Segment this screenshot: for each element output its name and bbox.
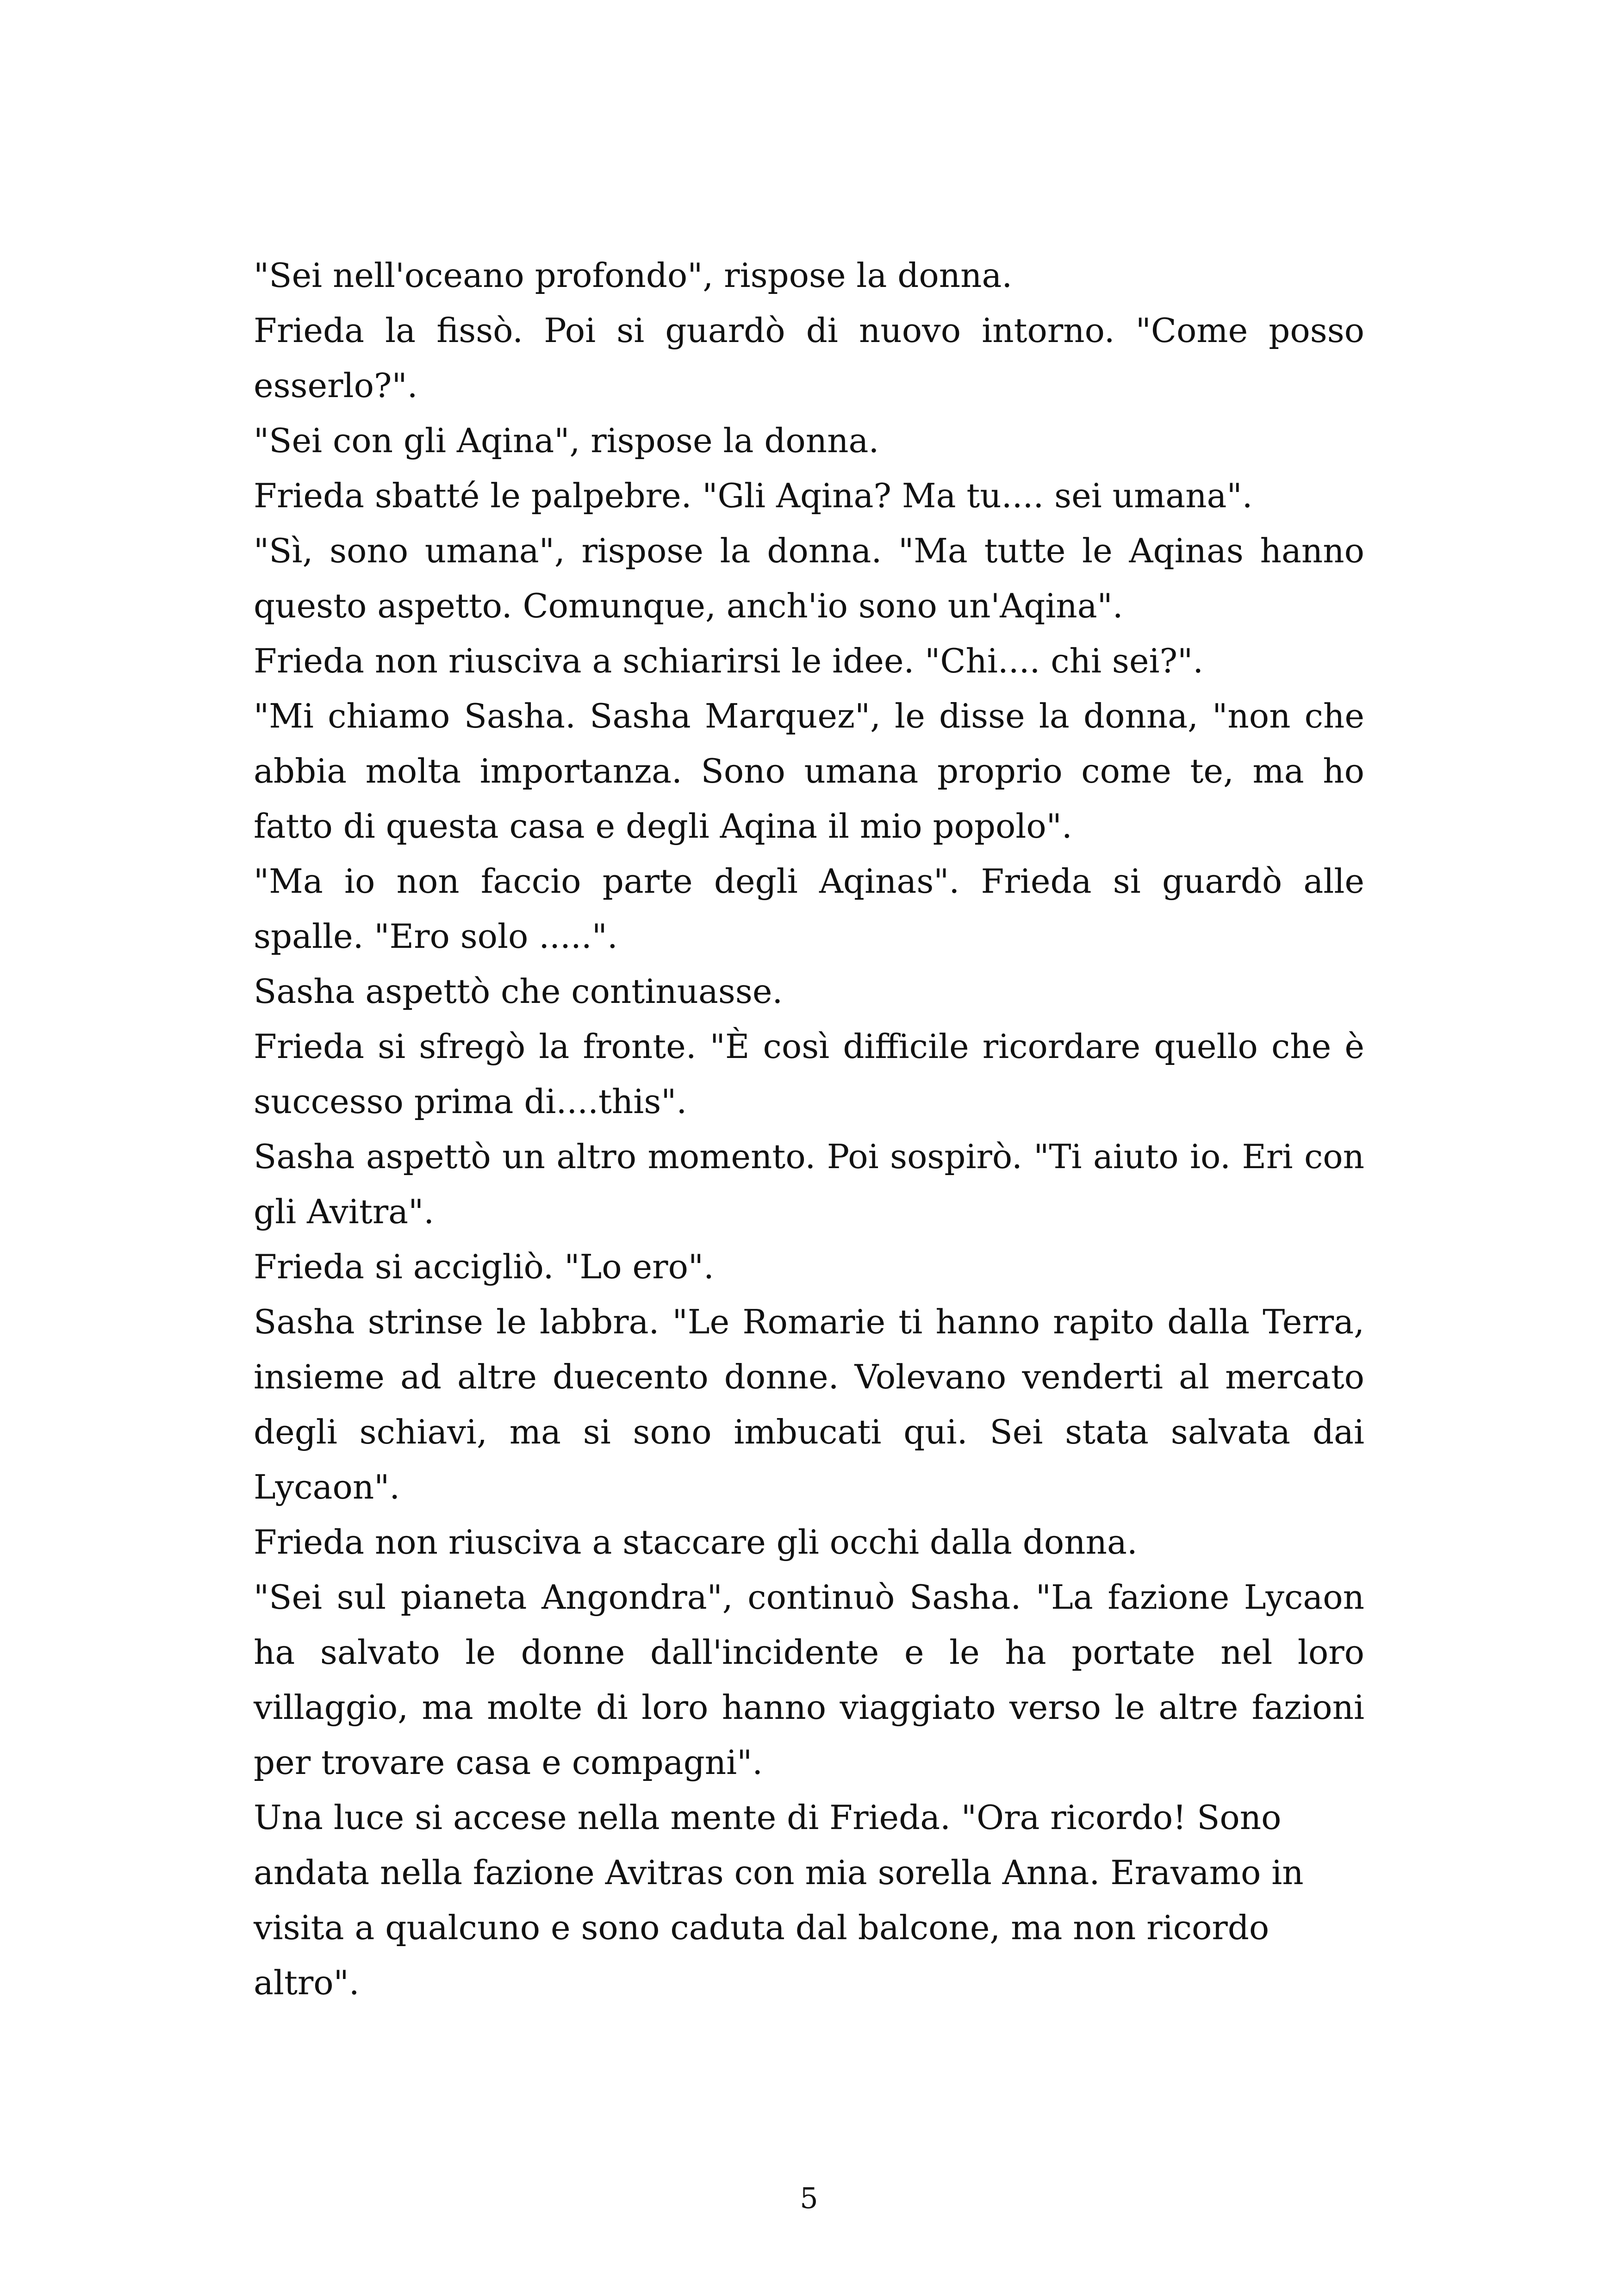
paragraph: "Mi chiamo Sasha. Sasha Marquez", le disse la donna, "non che abbia molta importanza. Sono umana proprio come te, ma ho fatto di questa casa e degli Aqina il mio popolo". (254, 697, 1364, 846)
paragraph: Una luce si accese nella mente di Frieda. "Ora ricordo! Sono andata nella fazione Avitras con mia sorella Anna. Eravamo in visita a qualcuno e sono caduta dal balcone, ma non ricordo altro". (254, 1798, 1304, 2002)
paragraph: "Sei con gli Aqina", rispose la donna. (254, 421, 879, 460)
paragraph: "Sì, sono umana", rispose la donna. "Ma tutte le Aqinas hanno questo aspetto. Comunque, anch'io sono un'Aqina". (254, 531, 1364, 625)
paragraph: Frieda la fissò. Poi si guardò di nuovo intorno. "Come posso esserlo?". (254, 311, 1364, 405)
page-number: 5 (800, 2181, 818, 2215)
paragraph: Frieda si accigliò. "Lo ero". (254, 1247, 714, 1286)
paragraph: Frieda non riusciva a staccare gli occhi dalla donna. (254, 1523, 1138, 1562)
paragraph: Sasha aspettò che continuasse. (254, 972, 783, 1011)
body-text (254, 248, 1364, 2010)
paragraph: Frieda non riusciva a schiarirsi le idee. "Chi.... chi sei?". (254, 641, 1204, 680)
paragraph: Frieda sbatté le palpebre. "Gli Aqina? Ma tu.... sei umana". (254, 476, 1253, 515)
paragraph: Frieda si sfregò la fronte. "È così difficile ricordare quello che è successo prima di....this". (254, 1027, 1364, 1121)
paragraph: Sasha strinse le labbra. "Le Romarie ti hanno rapito dalla Terra, insieme ad altre duecento donne. Volevano venderti al mercato degli schiavi, ma si sono imbucati qui. Sei stata salvata dai Lycaon". (254, 1302, 1364, 1506)
paragraph: Sasha aspettò un altro momento. Poi sospirò. "Ti aiuto io. Eri con gli Avitra". (254, 1137, 1364, 1231)
paragraph: "Sei sul pianeta Angondra", continuò Sasha. "La fazione Lycaon ha salvato le donne dall'incidente e le ha portate nel loro villaggio, ma molte di loro hanno viaggiato verso le altre fazioni per trovare casa e compagni". (254, 1578, 1364, 1782)
paragraph: "Ma io non faccio parte degli Aqinas". Frieda si guardò alle spalle. "Ero solo .....". (254, 862, 1364, 956)
paragraph: "Sei nell'oceano profondo", rispose la donna. (254, 256, 1013, 295)
